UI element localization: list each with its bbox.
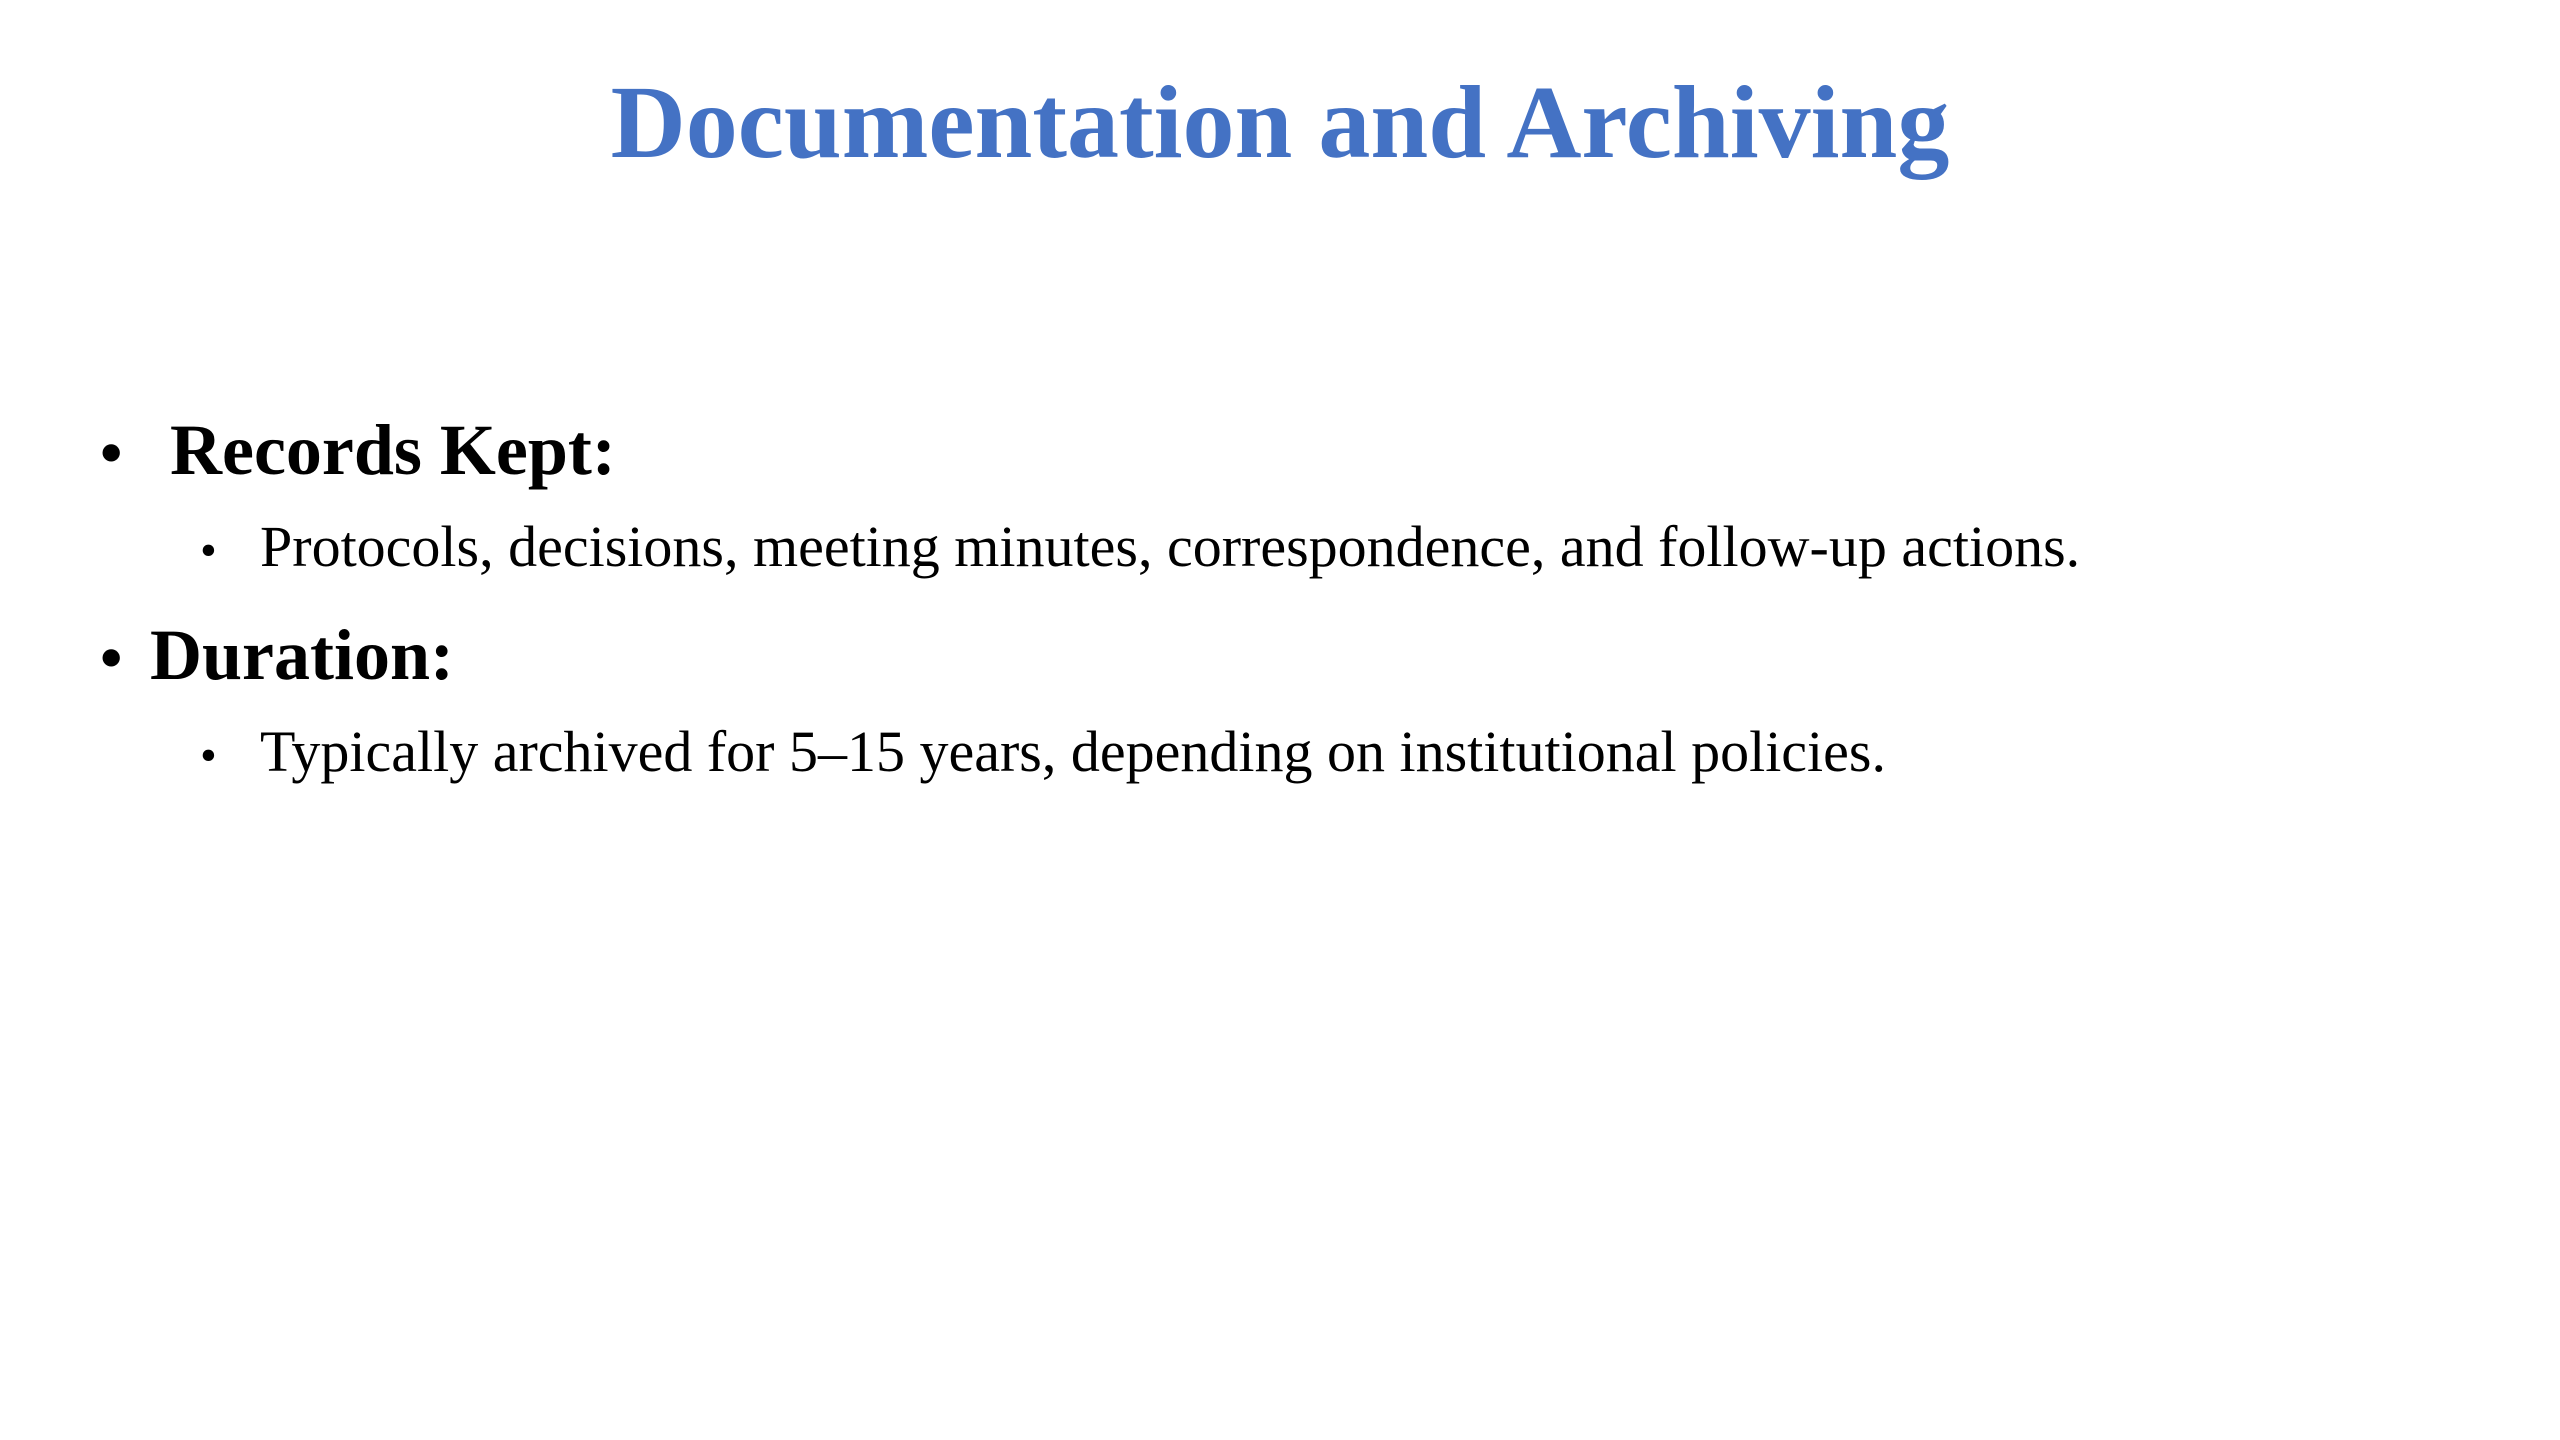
slide-content xyxy=(100,400,2500,810)
sub-bullet-records-kept xyxy=(200,503,2500,595)
sub-bullet-icon: • xyxy=(200,524,217,577)
slide-title: Documentation and Archiving xyxy=(610,65,1950,180)
bullet-icon: • xyxy=(100,622,123,693)
sub-bullet-text: Protocols, decisions, meeting minutes, correspondence, and follow-up actions. xyxy=(260,514,2081,579)
bullet-records-kept xyxy=(100,400,2500,503)
sub-bullet-duration xyxy=(200,708,2500,800)
bullet-heading: Duration: xyxy=(150,615,454,695)
sub-bullet-icon: • xyxy=(200,729,217,782)
sub-bullet-text: Typically archived for 5–15 years, depending on institutional policies. xyxy=(260,719,1886,784)
bullet-heading: Records Kept: xyxy=(170,410,616,490)
bullet-icon: • xyxy=(100,417,123,488)
bullet-duration xyxy=(100,605,2500,708)
